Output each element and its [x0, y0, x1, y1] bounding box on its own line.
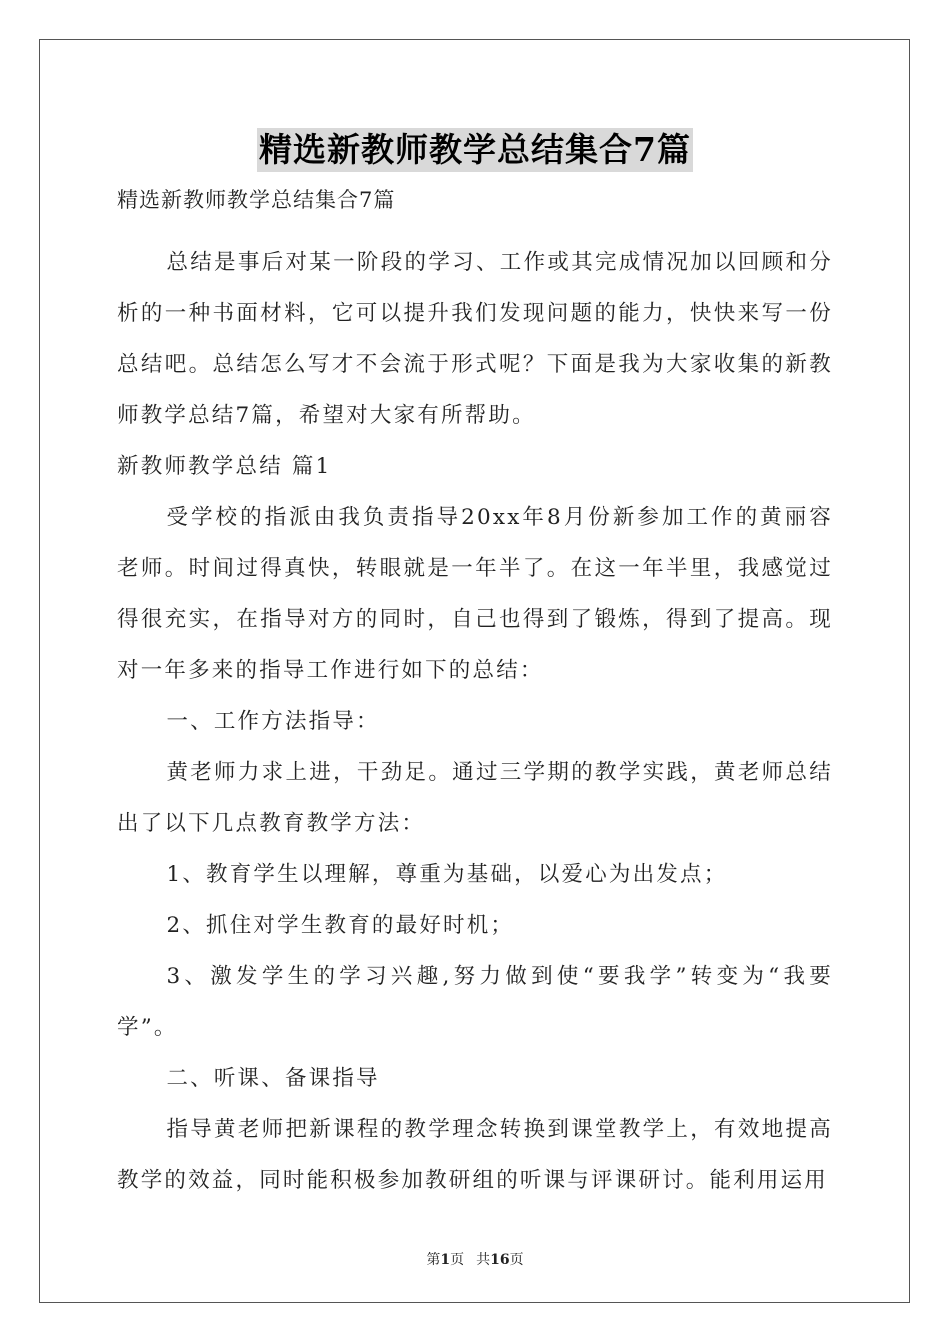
- sub-heading: 一、工作方法指导：: [166, 709, 380, 734]
- total-prefix: 共: [476, 1252, 491, 1268]
- section-heading: 新教师教学总结 篇1: [117, 454, 332, 479]
- page-footer: [0, 1249, 950, 1269]
- total-pages-number: 16: [490, 1252, 510, 1268]
- document-body: [117, 180, 833, 1206]
- body-paragraph: 黄老师力求上进，干劲足。通过三学期的教学实践，黄老师总结出了以下几点教育教学方法：: [117, 760, 833, 836]
- intro-paragraph: 总结是事后对某一阶段的学习、工作或其完成情况加以回顾和分析的一种书面材料，它可以提升我们发现问题的能力，快快来写一份总结吧。总结怎么写才不会流于形式呢？下面是我为大家收集的新教师教学总结7篇，希望对大家有所帮助。: [117, 250, 833, 428]
- page-prefix: 第: [426, 1252, 441, 1268]
- total-suffix: 页: [509, 1252, 524, 1268]
- list-item: 3、激发学生的学习兴趣,努力做到使“要我学”转变为“我要学”。: [117, 964, 833, 1040]
- sub-heading: 二、听课、备课指导: [166, 1066, 380, 1091]
- body-paragraph: 指导黄老师把新课程的教学理念转换到课堂教学上，有效地提高教学的效益，同时能积极参加教研组的听课与评课研讨。能利用运用: [117, 1117, 833, 1193]
- page-suffix: 页: [450, 1252, 465, 1268]
- body-paragraph: 受学校的指派由我负责指导20xx年8月份新参加工作的黄丽容老师。时间过得真快，转眼就是一年半了。在这一年半里，我感觉过得很充实，在指导对方的同时，自己也得到了锻炼，得到了提高。现对一年多来的指导工作进行如下的总结：: [117, 505, 833, 683]
- document-subtitle: 精选新教师教学总结集合7篇: [117, 188, 396, 212]
- list-item: 2、抓住对学生教育的最好时机；: [166, 913, 515, 938]
- document-title: 精选新教师教学总结集合7篇: [257, 128, 693, 172]
- current-page-number: 1: [440, 1252, 451, 1268]
- list-item: 1、教育学生以理解，尊重为基础，以爱心为出发点；: [166, 862, 728, 887]
- title-wrap: [0, 128, 950, 172]
